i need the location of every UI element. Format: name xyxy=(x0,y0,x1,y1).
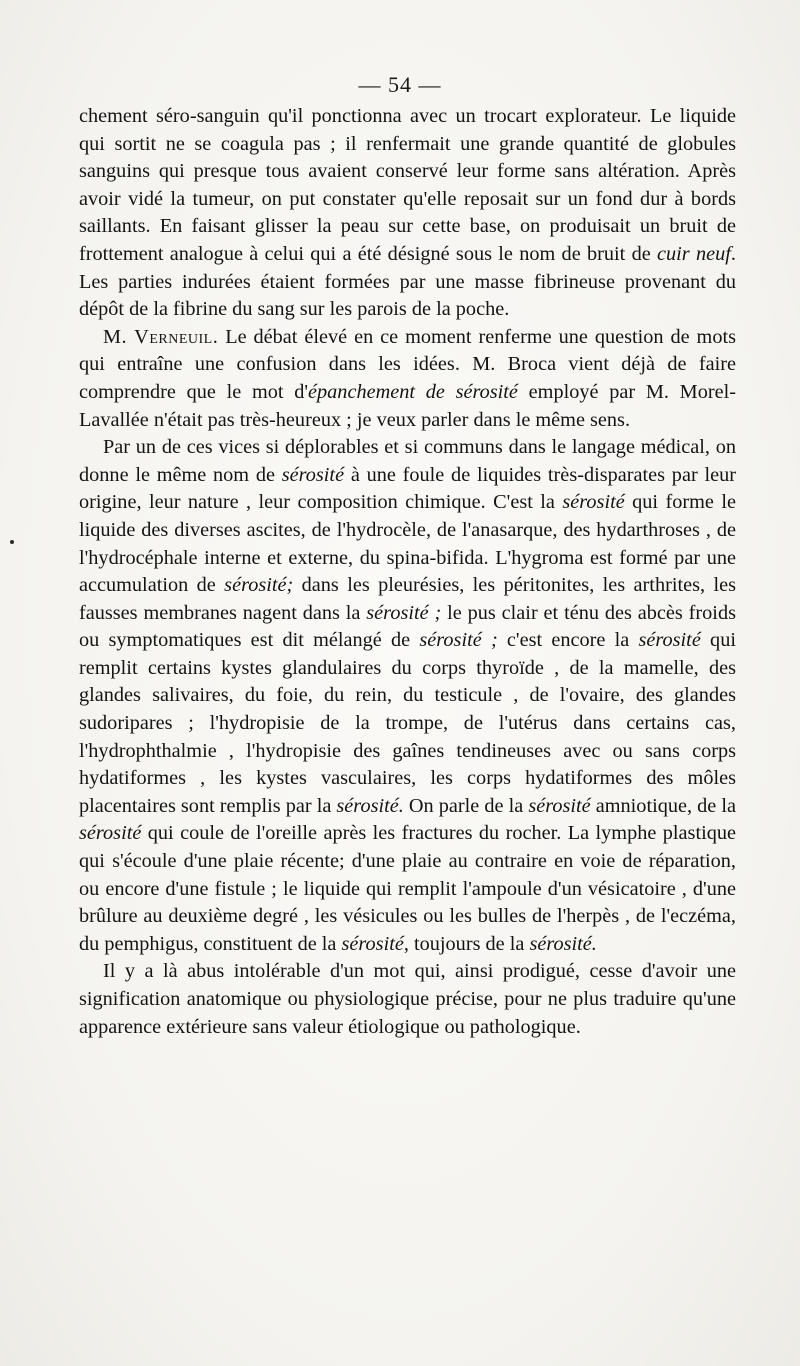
italic-term: sérosité xyxy=(281,463,345,486)
page-number: — 54 — xyxy=(358,72,442,97)
paragraph-2-text-b: employé par M. Morel-Lavallée n'était pas très-heureux ; je veux parler dans le même sens. xyxy=(79,380,736,431)
paragraph-4: Il y a là abus intolérable d'un mot qui, ainsi prodigué, cesse d'avoir une signification anatomique ou physiologique précise, pour ne plus traduire qu'une apparence extérieure sans valeur étiologique ou pathologique. xyxy=(79,960,736,1038)
italic-term: sérosité xyxy=(341,932,404,955)
paragraph-2-text-a: Le débat élevé en ce moment renferme une question de mots qui entraîne une confusion dans les idées. M. Broca vient déjà de faire comprendre que le mot d' xyxy=(79,325,736,403)
paragraph-3-text: On parle de la xyxy=(403,794,529,817)
paragraph-3-text: qui remplit certains kystes glandulaires du corps thyroïde , de la mamelle, des glandes salivaires, du foie, du rein, du testicule , de l'ovaire, des glandes sudoripares ; l'hydropisie de la trompe, de l'utérus dans certains cas, l'hydrophthalmie , l'hydropisie des gaînes tendineuses avec ou sans corps hydatiformes , les kystes vasculaires, les corps hydatiformes des môles placentaires sont remplis par la xyxy=(79,629,736,817)
paragraph-3-text: Par un de ces vices si déplorables et si communs dans le langage médical, on donne le même nom de xyxy=(79,436,736,486)
italic-term: sérosité xyxy=(638,629,701,652)
body-text xyxy=(79,103,736,1041)
italic-term: sérosité ; xyxy=(419,629,498,652)
italic-term: sérosité. xyxy=(336,794,404,817)
paragraph-1 xyxy=(79,103,736,324)
speaker-name: M. Verneuil. xyxy=(103,325,219,348)
paragraph-3-text: le pus clair et ténu des abcès froids ou symptomatiques est dit mélangé de xyxy=(79,601,736,652)
stray-ink-dot xyxy=(10,540,14,544)
paragraph-2 xyxy=(79,324,736,434)
paragraph-3-text: amniotique, de la xyxy=(590,794,736,817)
italic-term: sérosité ; xyxy=(366,601,442,624)
paragraph-3-text: qui coule de l'oreille après les fractures du rocher. La lymphe plastique qui s'écoule d'une plaie récente; d'une plaie au contraire en voie de réparation, ou encore d'une fistule ; le liquide qui remplit l'ampoule d'un vésicatoire , d'une brûlure au deuxième degré , les vésicules ou les bulles de l'herpès , de l'eczéma, du pemphigus, constituent de la xyxy=(79,822,736,955)
paragraph-3-text: c'est encore la xyxy=(497,629,639,652)
paragraph-3-text: qui forme le liquide des diverses ascites, de l'hydrocèle, de l'anasarque, des hydarthroses , de l'hydrocéphale interne et externe, du spina-bifida. L'hygroma est formé par une accumulation de xyxy=(79,491,736,597)
italic-term: épanchement de sérosité xyxy=(308,380,518,403)
paragraph-3-text: dans les pleurésies, les péritonites, les arthrites, les fausses membranes nagent dans la xyxy=(79,574,736,624)
italic-term: cuir neuf xyxy=(657,242,731,265)
italic-term: sérosité. xyxy=(529,932,597,955)
italic-term: sérosité xyxy=(562,491,625,514)
paragraph-3 xyxy=(79,434,736,958)
italic-term: sérosité xyxy=(79,822,142,845)
paragraph-3-text: à une foule de liquides très-disparates par leur origine, leur nature , leur composition chimique. C'est la xyxy=(79,463,736,514)
paragraph-1-text: chement séro-sanguin qu'il ponctionna avec un trocart explorateur. Le liquide qui sortit ne se coagula pas ; il renfermait une grande quantité de globules sanguins qui presque tous avaient conservé leur forme sans altération. Après avoir vidé la tumeur, on put constater qu'elle reposait sur un fond dur à bords saillants. En faisant glisser la peau sur cette base, on produisait un bruit de frottement analogue à celui qui a été désigné sous le nom de bruit de xyxy=(79,105,736,265)
italic-term: sérosité xyxy=(528,794,591,817)
paragraph-1-text-end: . Les parties indurées étaient formées par une masse fibrineuse provenant du dépôt de la fibrine du sang sur les parois de la poche. xyxy=(79,242,736,321)
italic-term: sérosité; xyxy=(224,574,294,597)
paragraph-3-text: , toujours de la xyxy=(403,932,530,955)
